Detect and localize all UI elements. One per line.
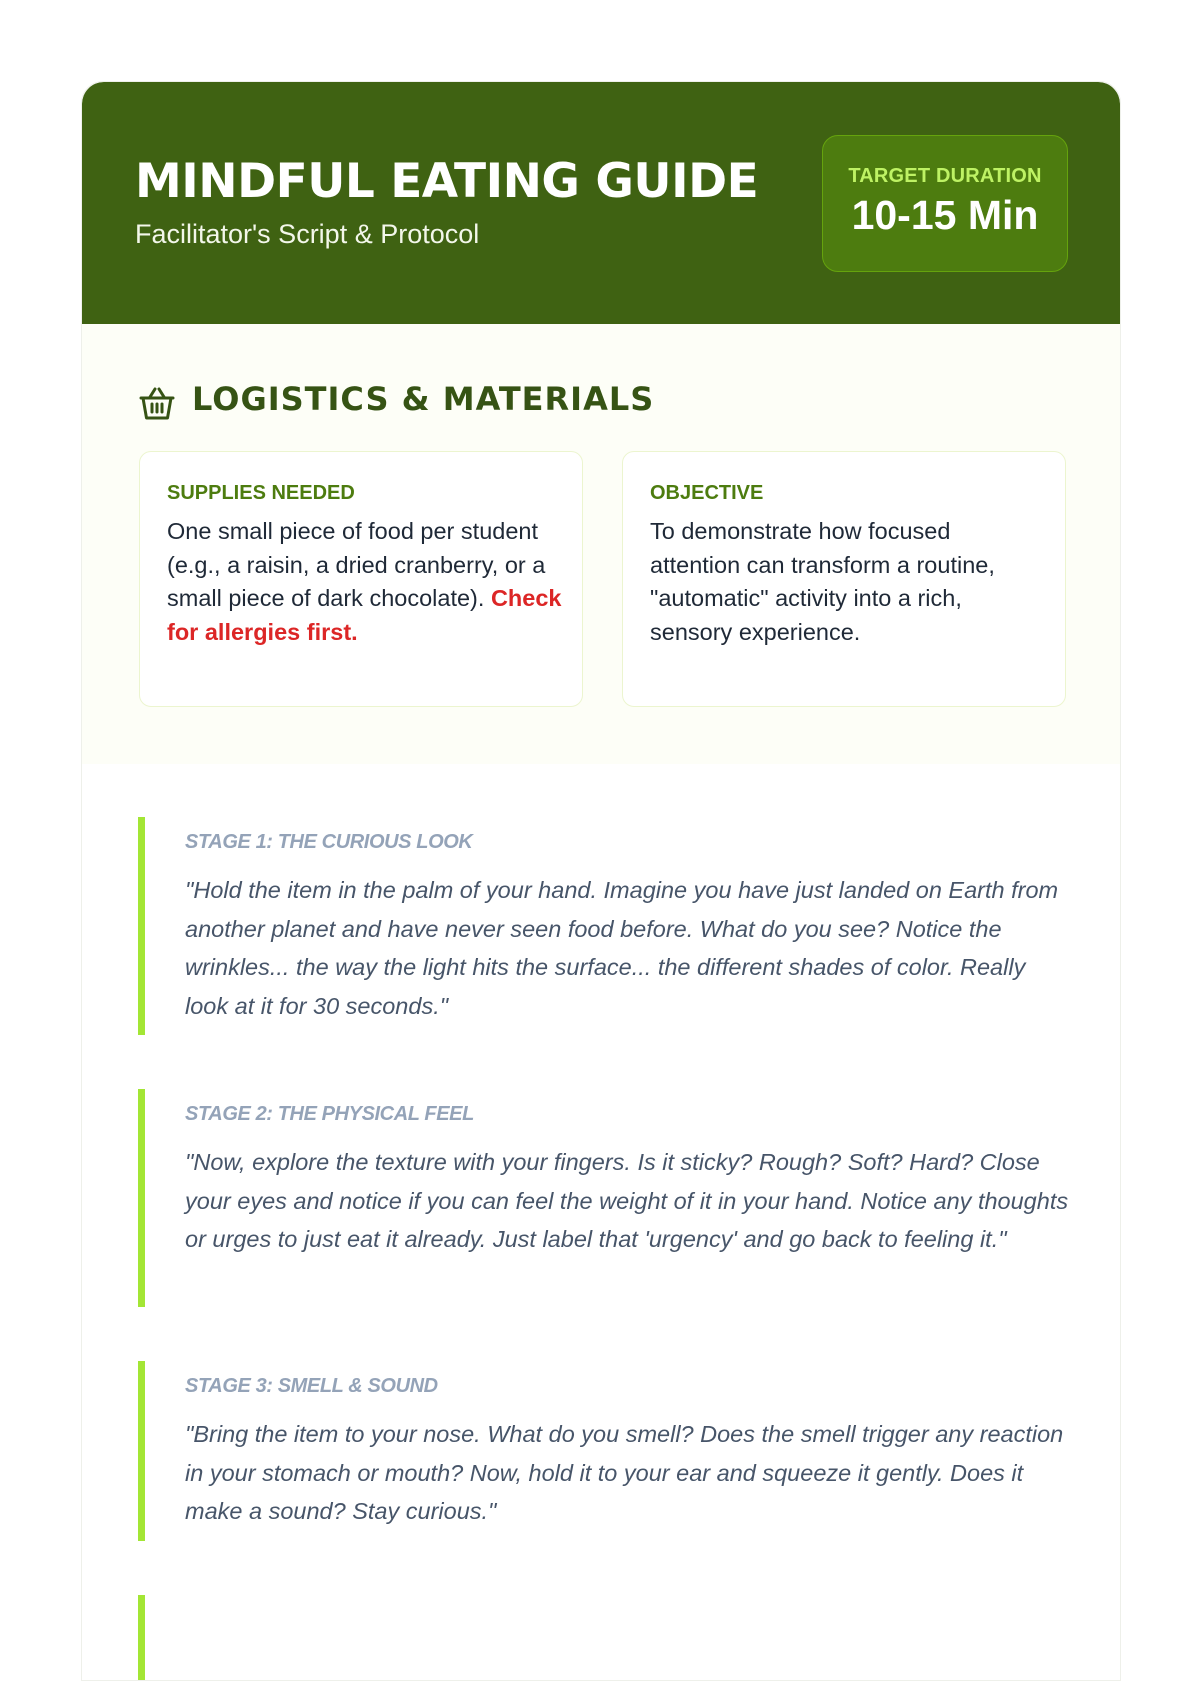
objective-label: OBJECTIVE: [650, 482, 764, 504]
objective-card: [622, 451, 1066, 707]
supplies-text: [167, 515, 562, 649]
duration-badge: [822, 135, 1068, 272]
header-banner: [82, 82, 1120, 324]
duration-label: TARGET DURATION: [848, 165, 1042, 187]
stage-label: STAGE 1: THE CURIOUS LOOK: [185, 831, 473, 853]
page-title: MINDFUL EATING GUIDE: [135, 154, 759, 209]
stage-2: [138, 1089, 1068, 1307]
stage-label: STAGE 3: SMELL & SOUND: [185, 1375, 438, 1397]
logistics-section: [82, 324, 1120, 764]
stage-script: "Hold the item in the palm of your hand. Imagine you have just landed on Earth from another planet and have never seen food before. What do you see? Notice the wrinkles... the way the light hits the surface... the different shades of color. Really look at it for 30 seconds.": [185, 877, 1059, 1019]
stage-script: "Bring the item to your nose. What do you smell? Does the smell trigger any reaction in your stomach or mouth? Now, hold it to your ear and squeeze it gently. Does it make a sound? Stay curious.": [185, 1421, 1064, 1524]
allergy-warning: Check for allergies first.: [167, 585, 562, 645]
page-subtitle: Facilitator's Script & Protocol: [135, 219, 480, 249]
supplies-card: [139, 451, 583, 707]
supplies-label: SUPPLIES NEEDED: [167, 482, 355, 504]
stage-3: [138, 1361, 1068, 1541]
guide-page: [81, 81, 1121, 1681]
supplies-description: One small piece of food per student (e.g., a raisin, a dried cranberry, or a small piece of dark chocolate).: [167, 518, 546, 611]
logistics-title: LOGISTICS & MATERIALS: [192, 380, 655, 418]
stage-label: STAGE 2: THE PHYSICAL FEEL: [185, 1103, 474, 1125]
basket-icon: [138, 386, 176, 422]
stage-1: [138, 817, 1068, 1035]
objective-text: To demonstrate how focused attention can transform a routine, "automatic" activity into a rich, sensory experience.: [650, 518, 995, 645]
stage-4-partial: [138, 1595, 1068, 1681]
duration-value: 10-15 Min: [851, 192, 1039, 238]
stage-script: "Now, explore the texture with your fingers. Is it sticky? Rough? Soft? Hard? Close your eyes and notice if you can feel the weight of it in your hand. Notice any thoughts or urges to just eat it already. Just label that 'urgency' and go back to feeling it.": [185, 1149, 1069, 1252]
